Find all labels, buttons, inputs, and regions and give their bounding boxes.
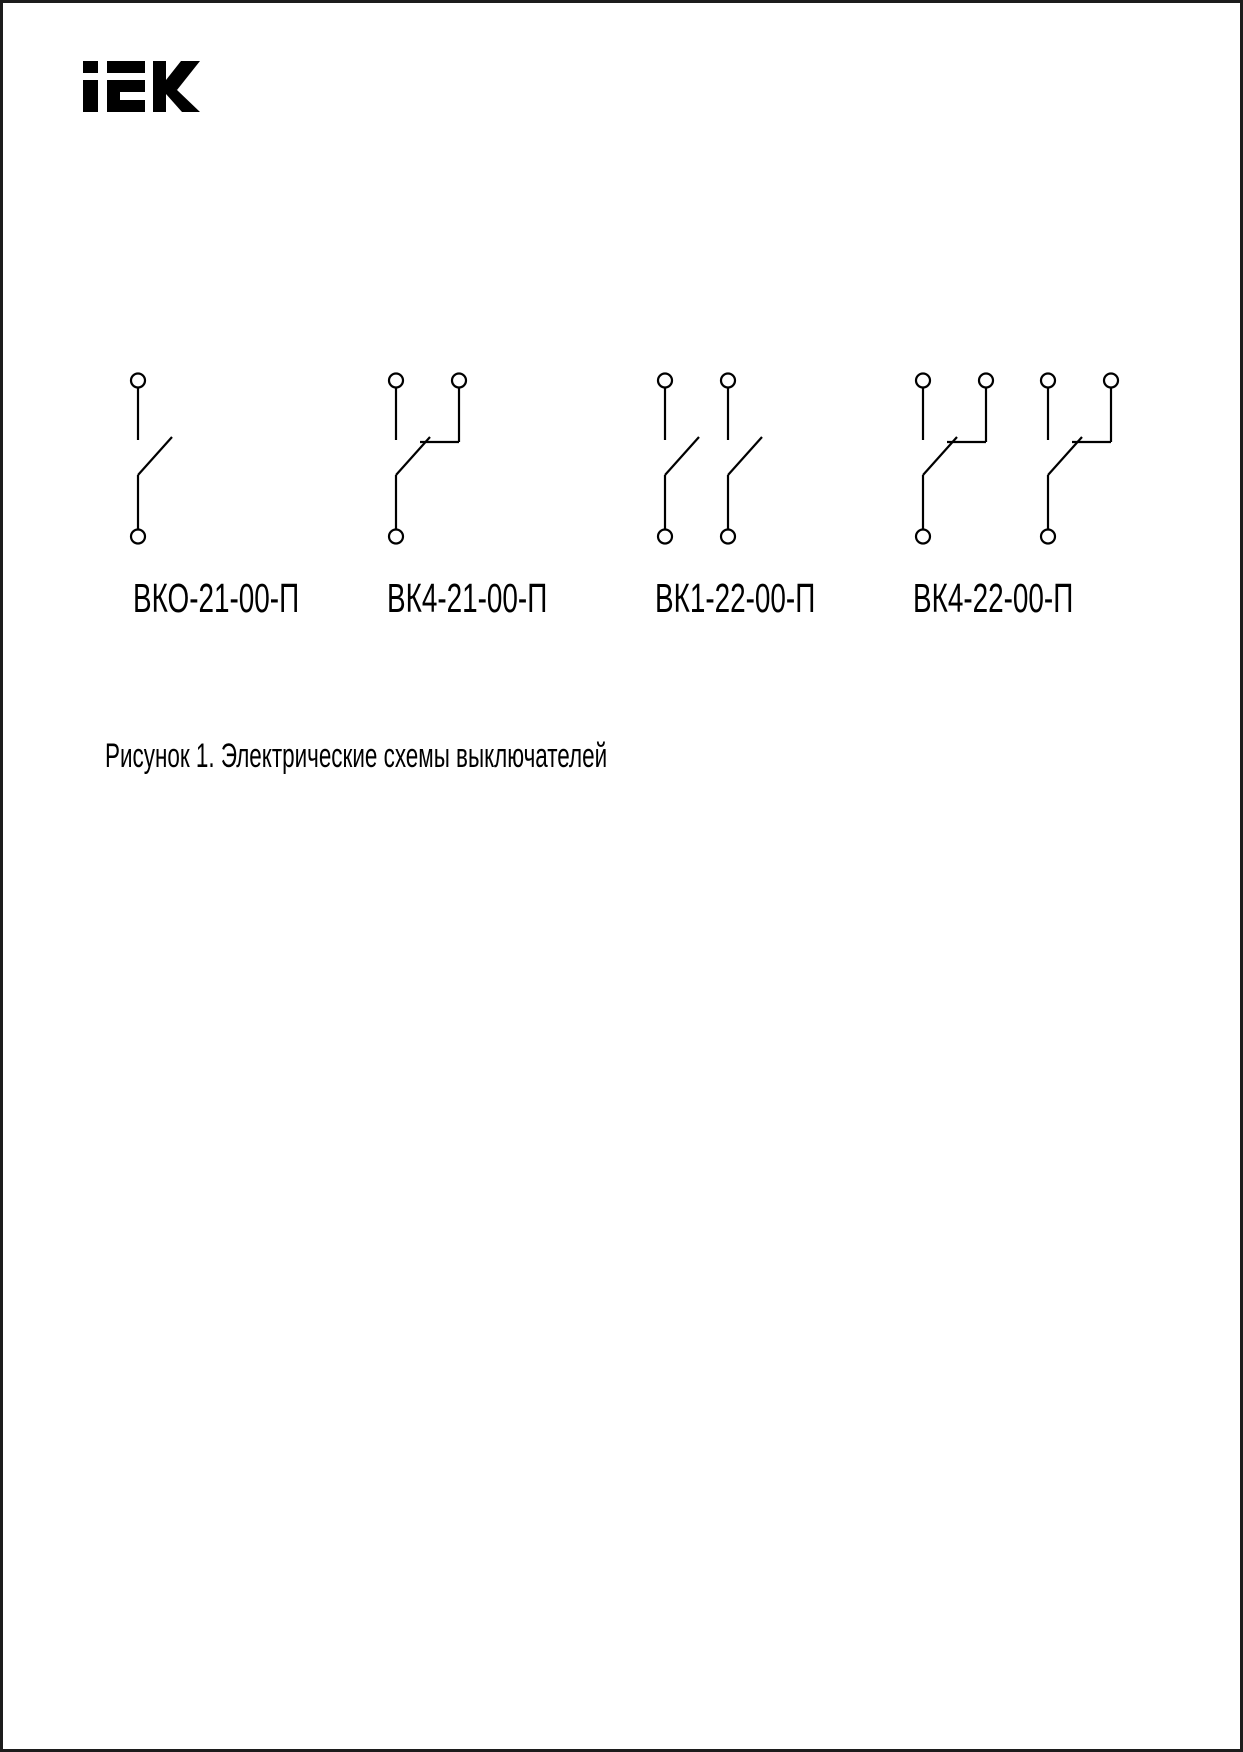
switch-symbol [384,368,548,621]
figure-schematics [3,3,1240,1749]
switch-symbol [653,368,816,621]
symbol-label: ВКО-21-00-П [133,575,300,621]
symbol-label: ВК1-22-00-П [655,575,816,621]
symbol-label: ВК4-21-00-П [387,575,548,621]
schematic-symbol-svg [911,368,1123,558]
figure-caption: Рисунок 1. Электрические схемы выключателей [105,737,608,775]
schematic-symbol-svg [126,368,184,558]
switch-symbol [911,368,1123,621]
schematic-symbol-svg [384,368,471,558]
schematic-symbol-svg [653,368,774,558]
switch-symbol [126,368,300,621]
symbol-label: ВК4-22-00-П [913,575,1074,621]
